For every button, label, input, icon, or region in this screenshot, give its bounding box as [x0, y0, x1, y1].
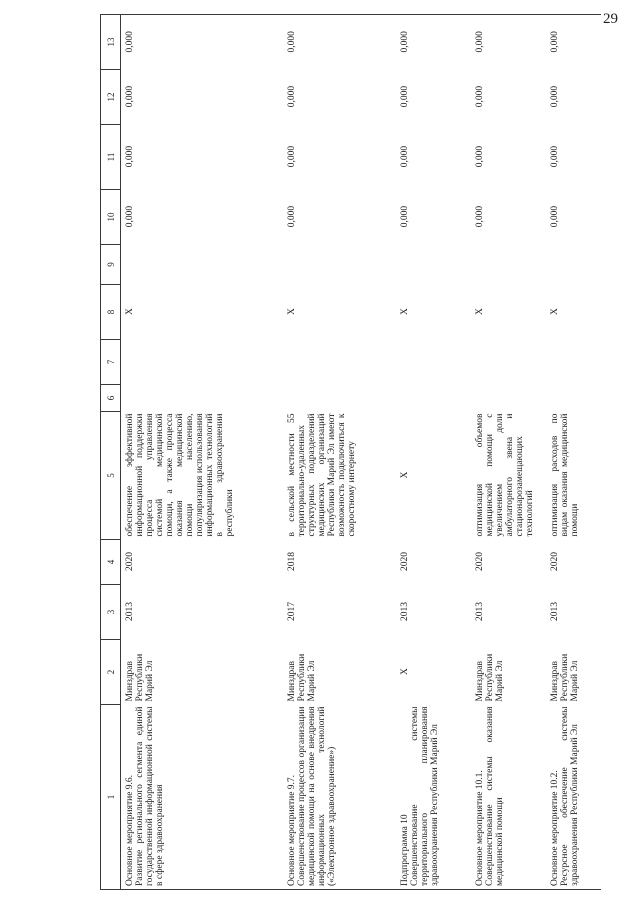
column-number: 10 — [101, 190, 121, 245]
column-number: 9 — [101, 245, 121, 285]
table-row — [283, 15, 396, 890]
cell-col6 — [546, 385, 601, 412]
cell-measure-name: Подпрограмма 10 Совершенствование системы территориального планирования здравоохранения Республики Марий Эл — [396, 705, 471, 890]
cell-col9 — [396, 245, 471, 285]
table-row — [121, 15, 283, 890]
cell-start-year: 2013 — [474, 602, 485, 621]
cell-col7 — [471, 340, 546, 385]
table-row — [471, 15, 546, 890]
column-number: 7 — [101, 340, 121, 385]
cell-col6 — [396, 385, 471, 412]
cell-col13: 0,000 — [283, 15, 396, 70]
column-number-row — [101, 15, 121, 890]
cell-col6 — [121, 385, 283, 412]
cell-col13: 0,000 — [471, 15, 546, 70]
cell-col6 — [471, 385, 546, 412]
cell-expected-result: оптимизация расходов по видам оказания медицинской помощи — [549, 413, 580, 537]
cell-col9 — [121, 245, 283, 285]
cell-expected-result: оптимизация объемов медицинской помощи с увеличением доли амбулаторного звена и стационарозамещающих технологий — [474, 413, 535, 537]
cell-col7 — [283, 340, 396, 385]
column-number: 2 — [101, 640, 121, 705]
cell-col11: 0,000 — [549, 145, 560, 168]
cell-end-year: 2020 — [399, 552, 410, 571]
cell-expected-result: обеспечение эффективной информационной поддержки процесса управления системой медицинской помощи, а также процесса оказания медицинской помощи населению, популяризация использования информационных технологий в здравоохранении республики — [125, 413, 235, 537]
cell-col11: 0,000 — [125, 145, 135, 168]
cell-col10: 0,000 — [125, 205, 135, 228]
cell-col10: 0,000 — [549, 205, 560, 228]
column-number: 5 — [101, 412, 121, 540]
cell-col9 — [546, 245, 601, 285]
cell-col9 — [471, 245, 546, 285]
column-number: 12 — [101, 70, 121, 125]
column-number: 4 — [101, 540, 121, 585]
cell-expected-result: X — [399, 471, 410, 479]
cell-measure-name: Основное мероприятие 10.1. Совершенствование системы оказания медицинской помощи — [471, 705, 546, 890]
cell-col8: X — [286, 308, 297, 315]
cell-col10: 0,000 — [474, 205, 485, 228]
cell-executor: X — [399, 668, 410, 675]
cell-col11: 0,000 — [286, 145, 297, 168]
cell-col6 — [283, 385, 396, 412]
cell-start-year: 2013 — [125, 602, 135, 621]
cell-end-year: 2018 — [286, 552, 297, 571]
cell-col13: 0,000 — [121, 15, 283, 70]
cell-end-year: 2020 — [474, 552, 485, 571]
column-number: 3 — [101, 585, 121, 640]
cell-col9 — [283, 245, 396, 285]
cell-col12: 0,000 — [286, 85, 297, 108]
cell-col8: X — [549, 308, 560, 315]
cell-col7 — [121, 340, 283, 385]
cell-col12: 0,000 — [399, 85, 410, 108]
page-number: 29 — [603, 11, 618, 27]
cell-col8: X — [125, 308, 135, 315]
column-number: 11 — [101, 125, 121, 190]
cell-col7 — [546, 340, 601, 385]
table-row — [546, 15, 601, 890]
cell-col7 — [396, 340, 471, 385]
cell-end-year: 2020 — [125, 552, 135, 571]
cell-executor: Минздрав Республики Марий Эл — [286, 653, 317, 702]
cell-col10: 0,000 — [399, 205, 410, 228]
cell-col12: 0,000 — [125, 85, 135, 108]
table-row — [396, 15, 471, 890]
cell-end-year: 2020 — [549, 552, 560, 571]
cell-col12: 0,000 — [474, 85, 485, 108]
cell-col11: 0,000 — [474, 145, 485, 168]
cell-executor: Минздрав Республики Марий Эл — [125, 653, 155, 702]
cell-start-year: 2013 — [399, 602, 410, 621]
column-number: 6 — [101, 385, 121, 412]
rotated-table-sheet — [100, 15, 600, 890]
cell-measure-name: Основное мероприятие 9.7. Совершенствование процессов организации медицинской помощи на основе внедрения информационных технологий («Электронное здравоохранение») — [283, 705, 396, 890]
cell-measure-name: Основное мероприятие 10.2. Ресурсное обеспечение системы здравоохранения Республики Марий Эл — [546, 705, 601, 890]
column-number: 8 — [101, 285, 121, 340]
cell-col8: X — [474, 308, 485, 315]
cell-col11: 0,000 — [399, 145, 410, 168]
cell-col12: 0,000 — [549, 85, 560, 108]
cell-executor: Минздрав Республики Марий Эл — [549, 653, 580, 702]
cell-col13: 0,000 — [396, 15, 471, 70]
cell-start-year: 2013 — [549, 602, 560, 621]
cell-start-year: 2017 — [286, 602, 297, 621]
cell-col13: 0,000 — [546, 15, 601, 70]
program-measures-table — [100, 14, 601, 890]
column-number: 13 — [101, 15, 121, 70]
cell-expected-result: в сельской местности 55 территориально-удаленных структурных подразделений медицинских организаций Республики Марий Эл имеют возможность подключиться к скоростному интернету — [286, 413, 357, 537]
cell-measure-name: Основное мероприятие 9.6. Развитие регионального сегмента единой государственной информационной системы в сфере здравоохранения — [121, 705, 283, 890]
cell-col8: X — [399, 308, 410, 315]
cell-executor: Минздрав Республики Марий Эл — [474, 653, 505, 702]
cell-col10: 0,000 — [286, 205, 297, 228]
column-number: 1 — [101, 705, 121, 890]
